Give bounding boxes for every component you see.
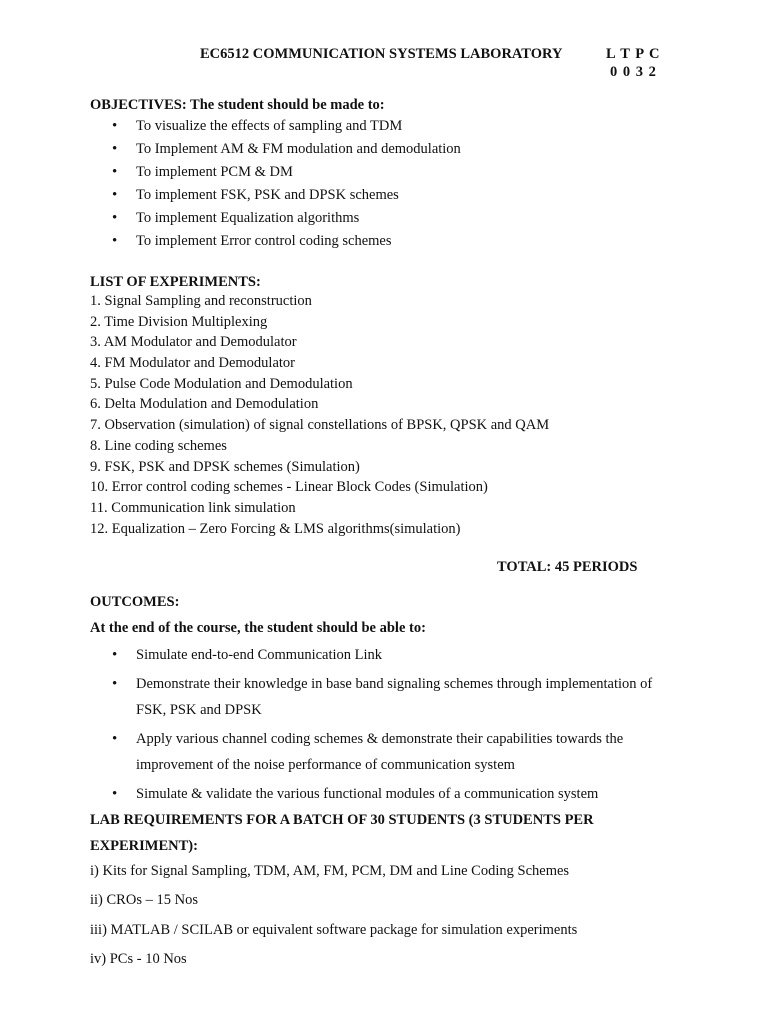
ltpc-label: L T P C xyxy=(606,46,661,62)
lab-requirements-heading-cont: EXPERIMENT): xyxy=(90,838,198,854)
experiment-item: 12. Equalization – Zero Forcing & LMS algorithms(simulation) xyxy=(90,520,461,537)
experiment-item: 9. FSK, PSK and DPSK schemes (Simulation) xyxy=(90,458,360,475)
experiments-heading: LIST OF EXPERIMENTS: xyxy=(90,274,261,290)
outcomes-subheading: At the end of the course, the student should be able to: xyxy=(90,620,426,636)
experiments-list xyxy=(90,291,549,539)
experiment-item: 2. Time Division Multiplexing xyxy=(90,313,268,330)
total-periods: TOTAL: 45 PERIODS xyxy=(497,559,638,575)
experiment-item: 10. Error control coding schemes - Linear Block Codes (Simulation) xyxy=(90,479,488,496)
experiment-item: 4. FM Modulator and Demodulator xyxy=(90,355,295,372)
experiment-item: 5. Pulse Code Modulation and Demodulation xyxy=(90,375,353,392)
outcomes-heading: OUTCOMES: xyxy=(90,594,180,610)
requirement-item: ii) CROs – 15 Nos xyxy=(90,892,198,908)
experiment-item: 11. Communication link simulation xyxy=(90,499,296,516)
experiment-item: 7. Observation (simulation) of signal constellations of BPSK, QPSK and QAM xyxy=(90,417,550,434)
objectives-heading: OBJECTIVES: The student should be made to: xyxy=(90,97,385,113)
objective-item: • To implement PCM & DM xyxy=(112,161,461,184)
outcome-item: • Simulate & validate the various functional modules of a communication system xyxy=(112,781,676,807)
requirement-item: iv) PCs - 10 Nos xyxy=(90,951,187,967)
course-title: EC6512 COMMUNICATION SYSTEMS LABORATORY xyxy=(200,46,563,62)
lab-requirements-heading: LAB REQUIREMENTS FOR A BATCH OF 30 STUDENTS (3 STUDENTS PER xyxy=(90,812,594,828)
outcome-item: • Apply various channel coding schemes & demonstrate their capabilities towards the improvement of the noise performance of communication system xyxy=(112,726,676,778)
objective-item: • To implement Equalization algorithms xyxy=(112,207,461,230)
requirement-item: iii) MATLAB / SCILAB or equivalent software package for simulation experiments xyxy=(90,922,578,938)
experiment-item: 8. Line coding schemes xyxy=(90,437,227,454)
outcome-item: • Demonstrate their knowledge in base band signaling schemes through implementation of FSK, PSK and DPSK xyxy=(112,671,676,723)
objective-item: • To implement Error control coding schemes xyxy=(112,230,461,253)
objective-item: • To Implement AM & FM modulation and demodulation xyxy=(112,138,461,161)
experiment-item: 6. Delta Modulation and Demodulation xyxy=(90,396,319,413)
outcomes-list xyxy=(112,642,676,810)
experiment-item: 1. Signal Sampling and reconstruction xyxy=(90,293,312,309)
ltpc-values: 0 0 3 2 xyxy=(610,64,657,80)
experiment-item: 3. AM Modulator and Demodulator xyxy=(90,334,297,351)
objectives-list xyxy=(112,115,461,253)
objective-item: • To implement FSK, PSK and DPSK schemes xyxy=(112,184,461,207)
objective-item: • To visualize the effects of sampling and TDM xyxy=(112,115,461,138)
outcome-item: • Simulate end-to-end Communication Link xyxy=(112,642,676,668)
requirement-item: i) Kits for Signal Sampling, TDM, AM, FM, PCM, DM and Line Coding Schemes xyxy=(90,863,570,879)
